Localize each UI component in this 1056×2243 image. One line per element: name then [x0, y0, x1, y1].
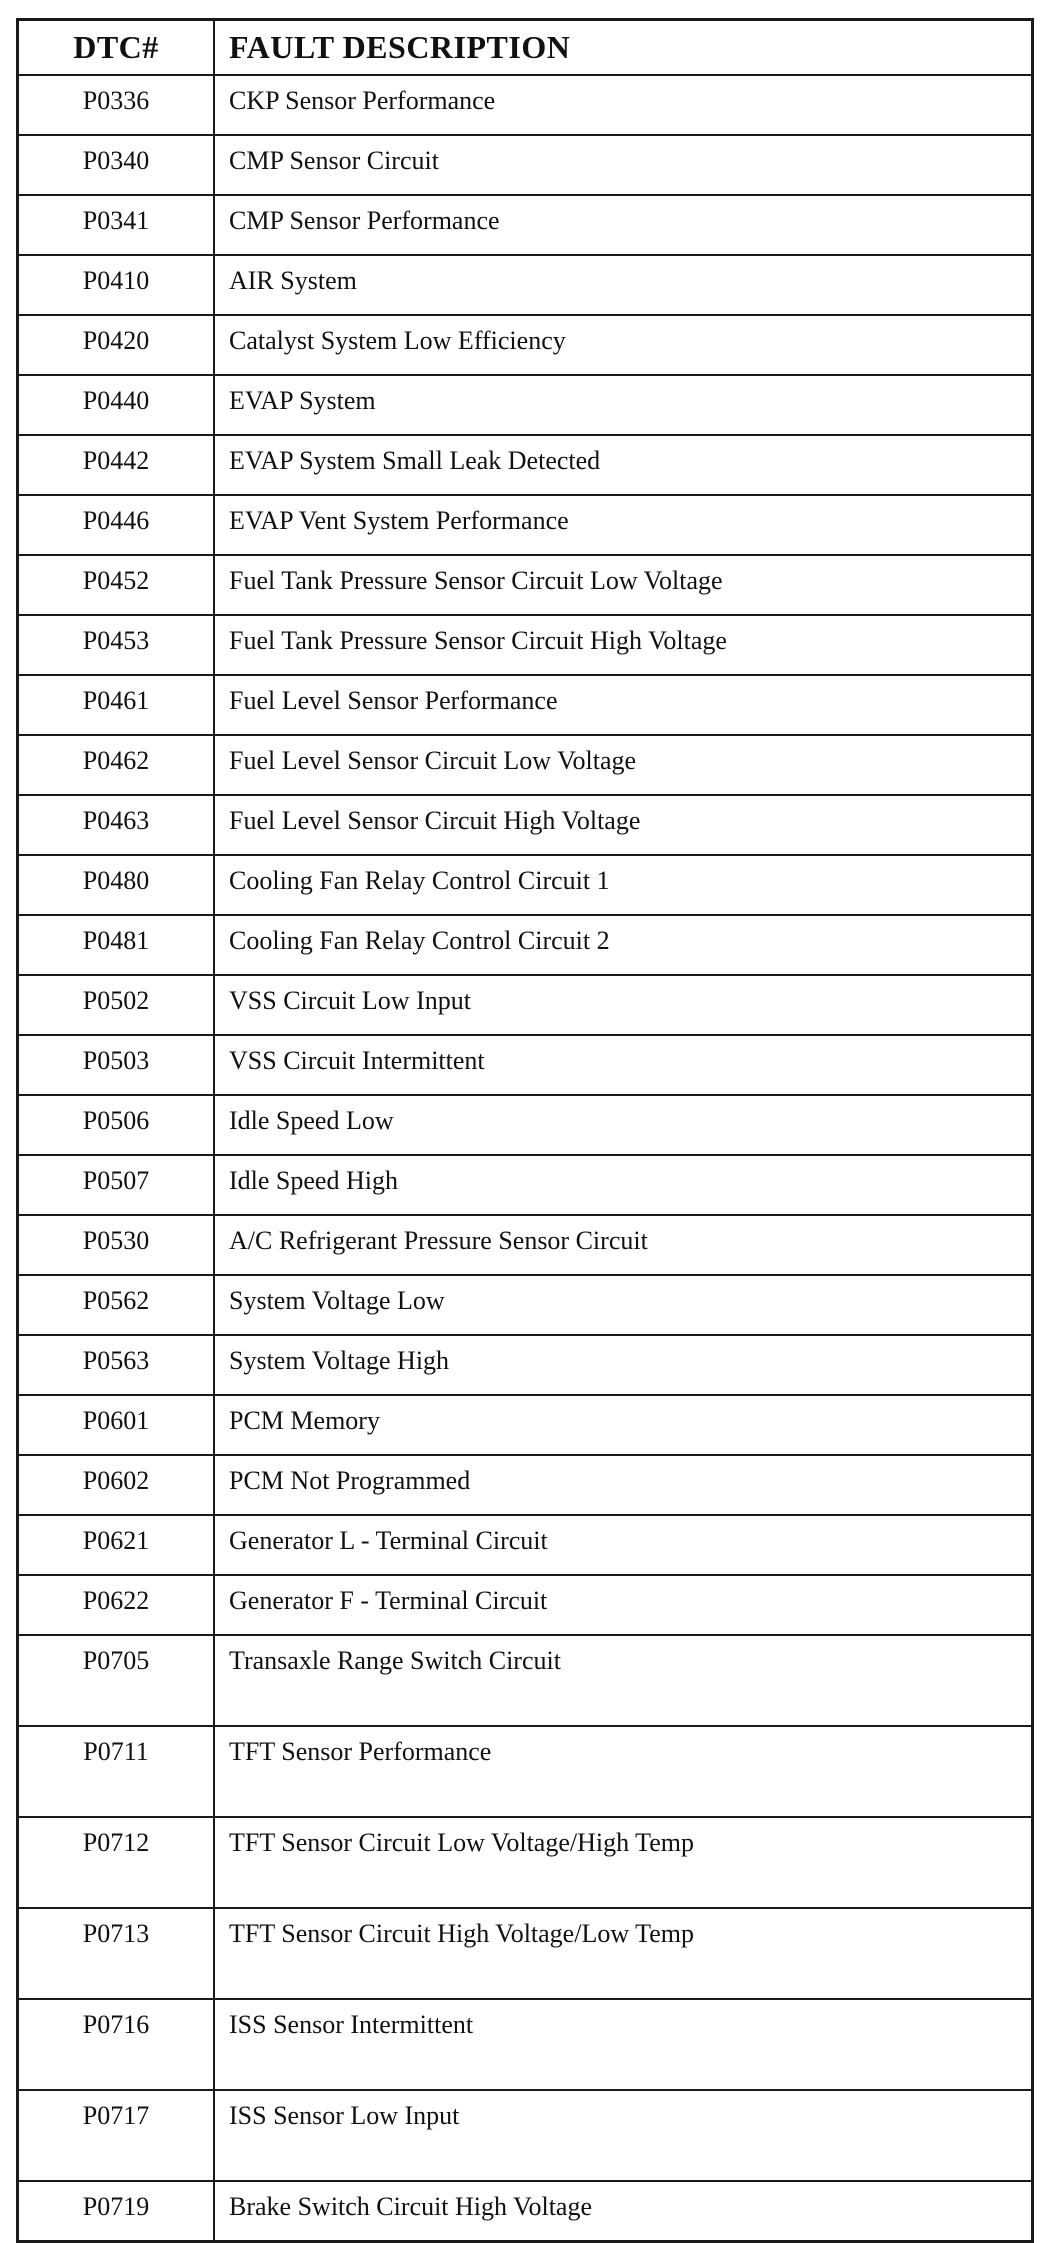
- header-row: [18, 20, 1033, 76]
- dtc-code-cell: P0507: [18, 1155, 215, 1215]
- table-row: [18, 795, 1033, 855]
- fault-description-cell: ISS Sensor Intermittent: [214, 1999, 1033, 2090]
- table-row: [18, 1215, 1033, 1275]
- dtc-code-cell: P0420: [18, 315, 215, 375]
- fault-description-cell: CKP Sensor Performance: [214, 75, 1033, 135]
- dtc-code-cell: P0463: [18, 795, 215, 855]
- dtc-code-cell: P0717: [18, 2090, 215, 2181]
- table-row: [18, 255, 1033, 315]
- dtc-code-cell: P0716: [18, 1999, 215, 2090]
- fault-description-cell: TFT Sensor Circuit High Voltage/Low Temp: [214, 1908, 1033, 1999]
- table-row: [18, 195, 1033, 255]
- fault-description-cell: Fuel Level Sensor Circuit Low Voltage: [214, 735, 1033, 795]
- fault-description-cell: Fuel Tank Pressure Sensor Circuit Low Voltage: [214, 555, 1033, 615]
- dtc-code-cell: P0452: [18, 555, 215, 615]
- table-row: [18, 135, 1033, 195]
- fault-description-cell: VSS Circuit Low Input: [214, 975, 1033, 1035]
- table-row: [18, 495, 1033, 555]
- table-row: [18, 1908, 1033, 1999]
- dtc-code-cell: P0336: [18, 75, 215, 135]
- fault-description-cell: Fuel Tank Pressure Sensor Circuit High Voltage: [214, 615, 1033, 675]
- dtc-code-cell: P0341: [18, 195, 215, 255]
- dtc-code-cell: P0602: [18, 1455, 215, 1515]
- dtc-code-cell: P0719: [18, 2181, 215, 2242]
- table-row: [18, 1817, 1033, 1908]
- table-row: [18, 975, 1033, 1035]
- fault-description-cell: Generator L - Terminal Circuit: [214, 1515, 1033, 1575]
- table-row: [18, 915, 1033, 975]
- fault-description-cell: System Voltage High: [214, 1335, 1033, 1395]
- table-row: [18, 315, 1033, 375]
- dtc-code-cell: P0340: [18, 135, 215, 195]
- dtc-code-cell: P0506: [18, 1095, 215, 1155]
- dtc-code-cell: P0453: [18, 615, 215, 675]
- table-row: [18, 735, 1033, 795]
- dtc-code-cell: P0530: [18, 1215, 215, 1275]
- fault-description-cell: EVAP Vent System Performance: [214, 495, 1033, 555]
- fault-description-cell: PCM Memory: [214, 1395, 1033, 1455]
- fault-description-cell: CMP Sensor Circuit: [214, 135, 1033, 195]
- table-row: [18, 1635, 1033, 1726]
- fault-description-cell: TFT Sensor Performance: [214, 1726, 1033, 1817]
- header-fault-description: FAULT DESCRIPTION: [214, 20, 1033, 76]
- dtc-code-cell: P0410: [18, 255, 215, 315]
- table-row: [18, 375, 1033, 435]
- table-row: [18, 1335, 1033, 1395]
- dtc-table: [16, 18, 1034, 2243]
- table-row: [18, 555, 1033, 615]
- table-row: [18, 2090, 1033, 2181]
- dtc-code-cell: P0461: [18, 675, 215, 735]
- dtc-code-cell: P0711: [18, 1726, 215, 1817]
- dtc-code-cell: P0442: [18, 435, 215, 495]
- table-row: [18, 1035, 1033, 1095]
- table-row: [18, 1999, 1033, 2090]
- table-row: [18, 2181, 1033, 2242]
- table-row: [18, 1275, 1033, 1335]
- fault-description-cell: Idle Speed Low: [214, 1095, 1033, 1155]
- table-row: [18, 855, 1033, 915]
- fault-description-cell: Brake Switch Circuit High Voltage: [214, 2181, 1033, 2242]
- dtc-code-cell: P0440: [18, 375, 215, 435]
- fault-description-cell: ISS Sensor Low Input: [214, 2090, 1033, 2181]
- dtc-code-cell: P0503: [18, 1035, 215, 1095]
- table-row: [18, 1155, 1033, 1215]
- dtc-code-cell: P0502: [18, 975, 215, 1035]
- table-row: [18, 75, 1033, 135]
- fault-description-cell: Cooling Fan Relay Control Circuit 1: [214, 855, 1033, 915]
- dtc-code-cell: P0622: [18, 1575, 215, 1635]
- table-row: [18, 435, 1033, 495]
- table-row: [18, 615, 1033, 675]
- table-header: [18, 20, 1033, 76]
- fault-description-cell: AIR System: [214, 255, 1033, 315]
- fault-description-cell: Fuel Level Sensor Circuit High Voltage: [214, 795, 1033, 855]
- fault-description-cell: PCM Not Programmed: [214, 1455, 1033, 1515]
- dtc-code-cell: P0601: [18, 1395, 215, 1455]
- dtc-code-cell: P0480: [18, 855, 215, 915]
- table-row: [18, 1515, 1033, 1575]
- table-row: [18, 1395, 1033, 1455]
- table-row: [18, 1455, 1033, 1515]
- dtc-code-cell: P0705: [18, 1635, 215, 1726]
- fault-description-cell: Fuel Level Sensor Performance: [214, 675, 1033, 735]
- dtc-code-cell: P0712: [18, 1817, 215, 1908]
- fault-description-cell: Generator F - Terminal Circuit: [214, 1575, 1033, 1635]
- fault-description-cell: CMP Sensor Performance: [214, 195, 1033, 255]
- table-row: [18, 1095, 1033, 1155]
- fault-description-cell: Idle Speed High: [214, 1155, 1033, 1215]
- table-body: [18, 75, 1033, 2242]
- fault-description-cell: EVAP System: [214, 375, 1033, 435]
- fault-description-cell: VSS Circuit Intermittent: [214, 1035, 1033, 1095]
- fault-description-cell: Catalyst System Low Efficiency: [214, 315, 1033, 375]
- dtc-code-cell: P0563: [18, 1335, 215, 1395]
- fault-description-cell: EVAP System Small Leak Detected: [214, 435, 1033, 495]
- dtc-code-cell: P0713: [18, 1908, 215, 1999]
- fault-description-cell: TFT Sensor Circuit Low Voltage/High Temp: [214, 1817, 1033, 1908]
- dtc-code-cell: P0462: [18, 735, 215, 795]
- fault-description-cell: A/C Refrigerant Pressure Sensor Circuit: [214, 1215, 1033, 1275]
- dtc-code-cell: P0446: [18, 495, 215, 555]
- dtc-code-cell: P0481: [18, 915, 215, 975]
- fault-description-cell: System Voltage Low: [214, 1275, 1033, 1335]
- dtc-code-cell: P0621: [18, 1515, 215, 1575]
- fault-description-cell: Transaxle Range Switch Circuit: [214, 1635, 1033, 1726]
- table-row: [18, 675, 1033, 735]
- dtc-code-cell: P0562: [18, 1275, 215, 1335]
- fault-description-cell: Cooling Fan Relay Control Circuit 2: [214, 915, 1033, 975]
- header-dtc: DTC#: [18, 20, 215, 76]
- table-row: [18, 1575, 1033, 1635]
- table-row: [18, 1726, 1033, 1817]
